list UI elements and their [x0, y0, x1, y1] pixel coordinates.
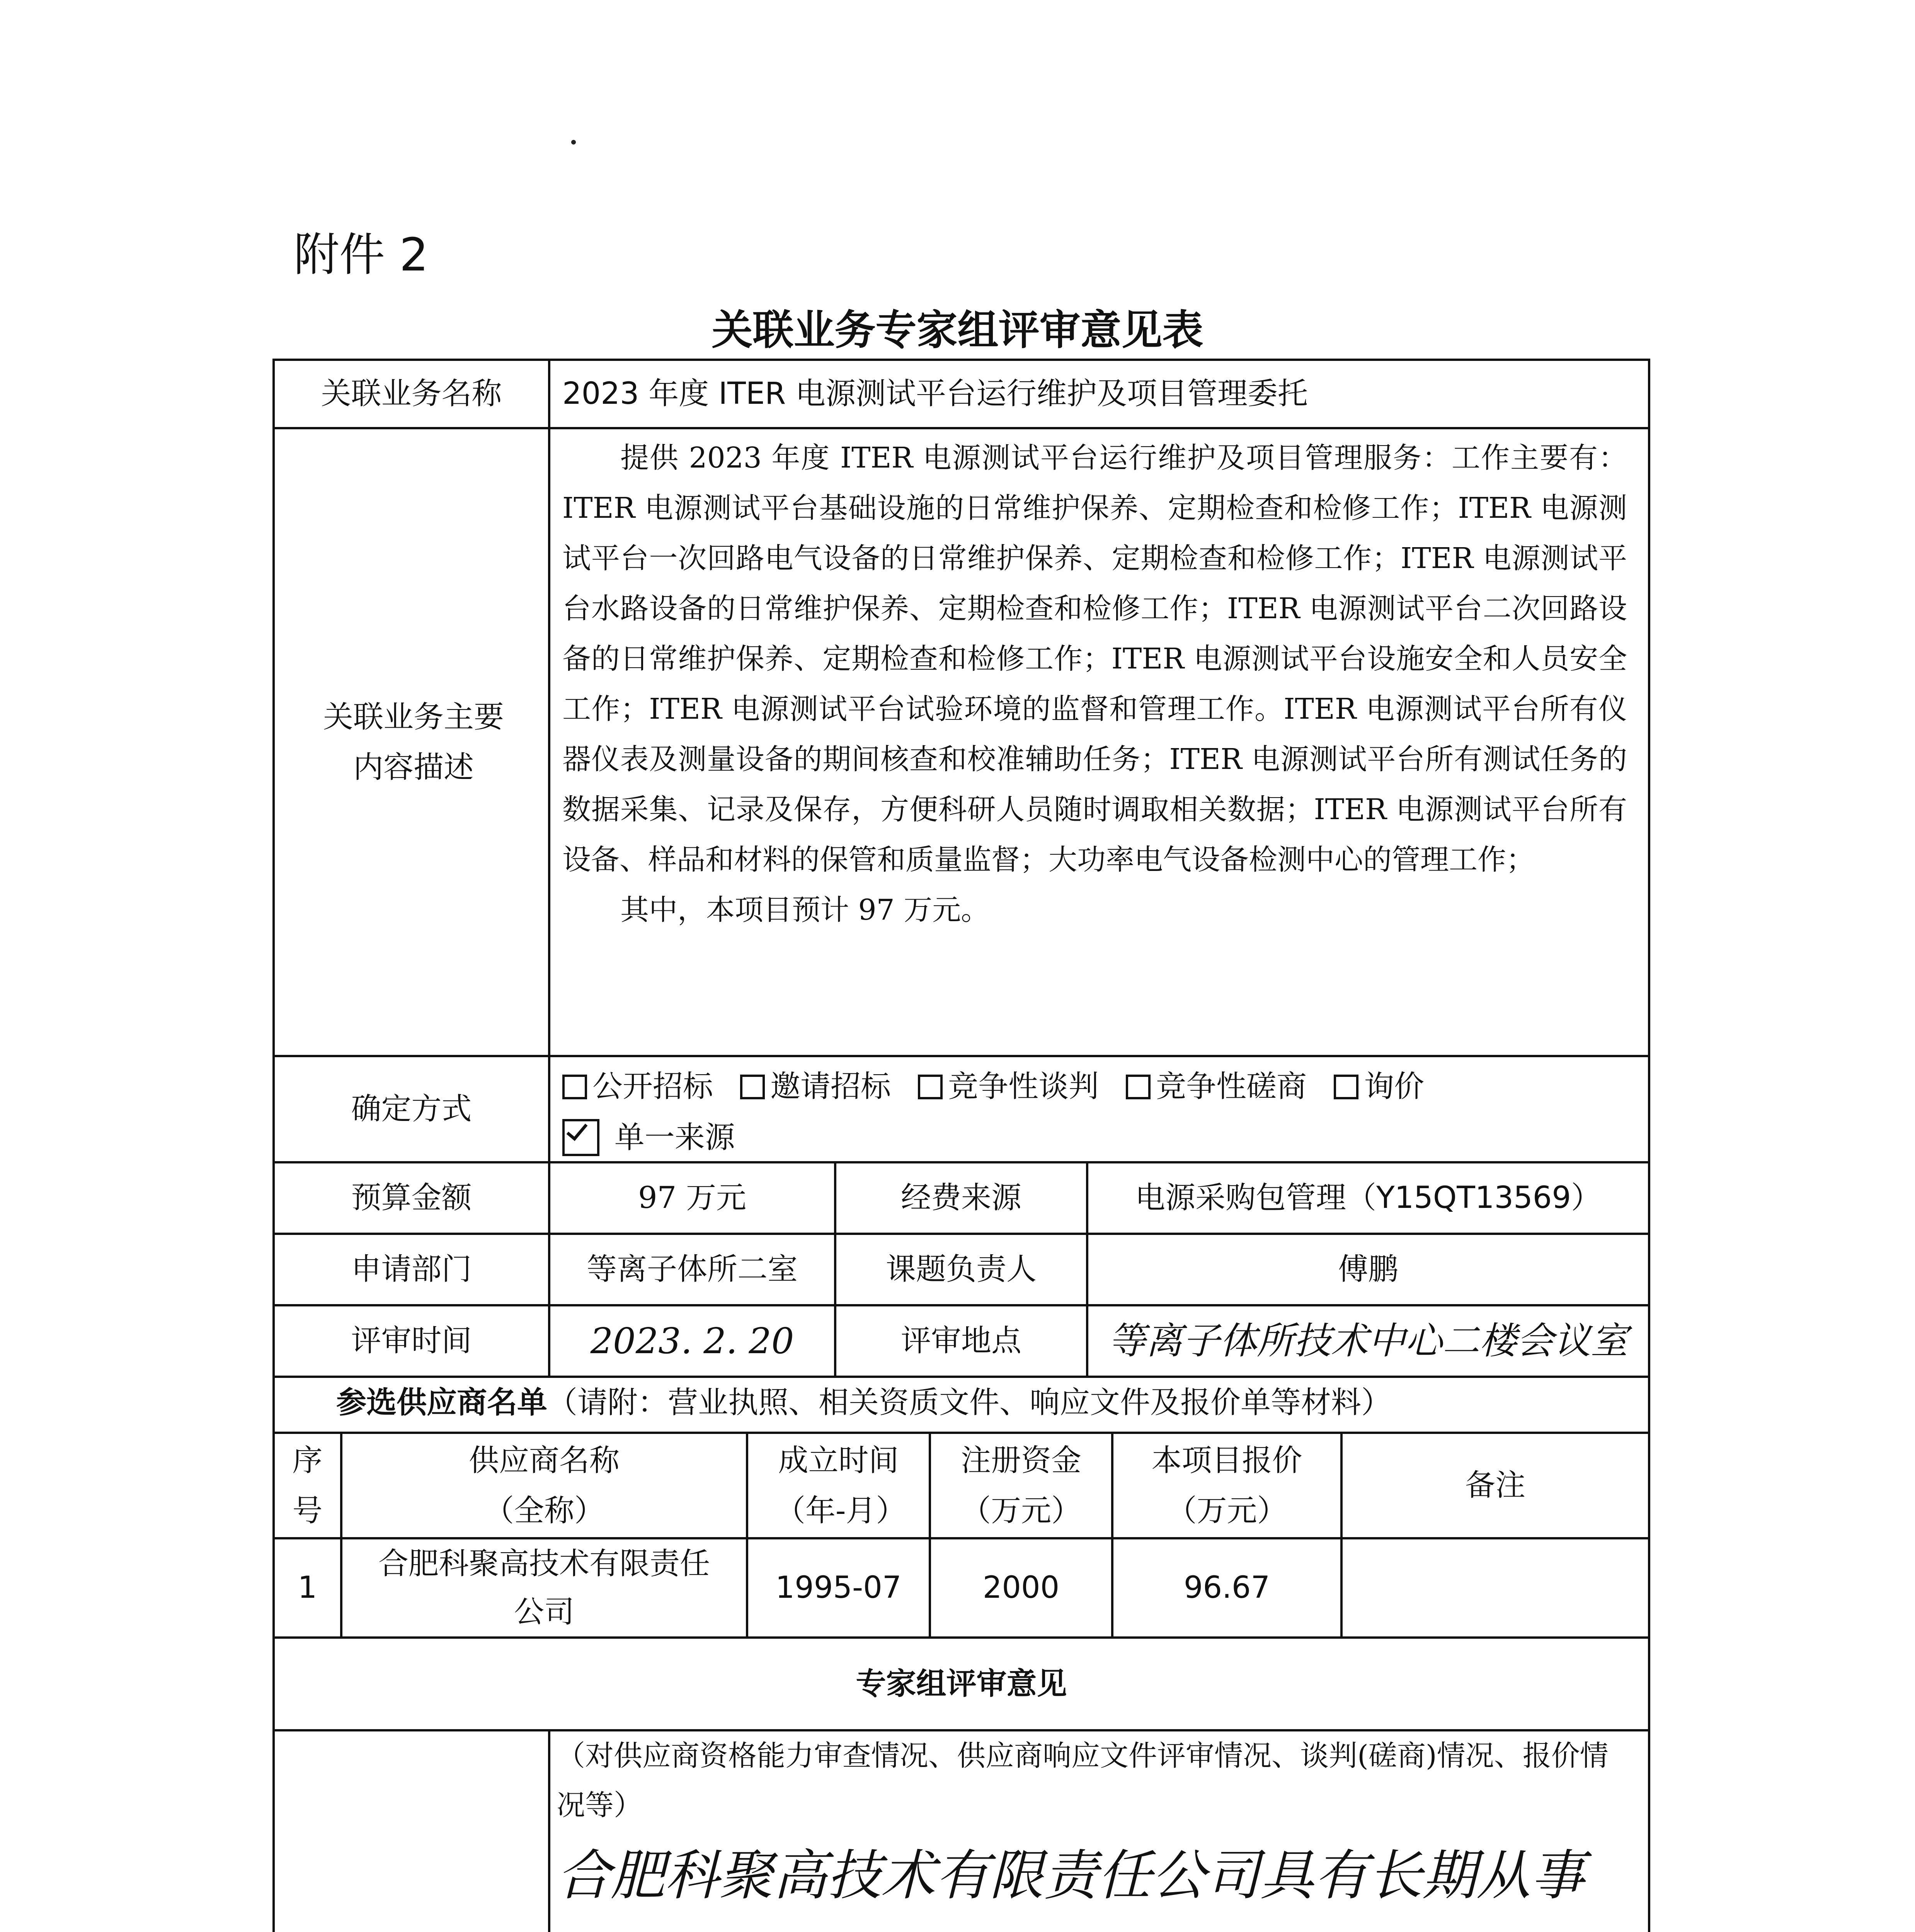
scan-speck	[571, 140, 576, 145]
method-options	[562, 1063, 1644, 1170]
review-time-value: 2023. 2. 20	[590, 1320, 794, 1362]
supplier-quote: 96.67	[1183, 1570, 1270, 1605]
description-summary: 其中，本项目预计 97 万元。	[620, 893, 990, 927]
supplier-note: （请附：营业执照、相关资质文件、响应文件及报价单等材料）	[547, 1385, 1392, 1420]
opinion-heading: 专家组评审意见	[856, 1666, 1067, 1701]
supplier-col-capital: 注册资金（万元）	[960, 1443, 1081, 1528]
supplier-col-name: 供应商名称（全称）	[468, 1443, 620, 1528]
supplier-col-founded: 成立时间（年-月）	[775, 1443, 906, 1528]
method-label: 确定方式	[351, 1092, 472, 1127]
leader-label: 课题负责人	[885, 1252, 1037, 1287]
method-option-inquiry[interactable]	[1334, 1063, 1424, 1111]
business-name-label: 关联业务名称	[321, 376, 502, 412]
description-label: 关联业务主要内容描述	[323, 699, 504, 785]
document-title: 关联业务专家组评审意见表	[712, 306, 1203, 354]
attachment-label: 附件 2	[294, 228, 429, 281]
supplier-founded: 1995-07	[775, 1570, 902, 1605]
table-border-right	[1648, 359, 1650, 1932]
method-option-competitive-negotiation[interactable]	[918, 1063, 1099, 1111]
dept-value: 等离子体所二室	[586, 1252, 798, 1287]
review-hint: （对供应商资格能力审查情况、供应商响应文件评审情况、谈判(磋商)情况、报价情况等）	[557, 1739, 1609, 1822]
description-paragraph: 提供 2023 年度 ITER 电源测试平台运行维护及项目管理服务：工作主要有：ITER 电源测试平台基础设施的日常维护保养、定期检查和检修工作；ITER 电源测试平台一次回路电气设备的日常维护保养、定期检查和检修工作；ITER 电源测试平台水路设备的日常维护保养、定期检查和检修工作；ITER 电源测试平台二次回路设备的日常维护保养、定期检查和检修工作；ITER 电源测试平台设施安全和人员安全工作；ITER 电源测试平台试验环境的监督和管理工作。ITER 电源测试平台所有仪器仪表及测量设备的期间核查和校准辅助任务；ITER 电源测试平台所有测试任务的数据采集、记录及保存，方便科研人员随时调取相关数据；ITER 电源测试平台所有设备、样品和材料的保管和质量监督；大功率电气设备检测中心的管理工作；	[562, 441, 1627, 876]
review-handwritten-text: 合肥科聚高技术有限责任公司具有长期从事	[557, 1844, 1585, 1907]
supplier-col-remark: 备注	[1465, 1468, 1525, 1503]
method-option-label: 公开招标	[592, 1069, 713, 1104]
supplier-heading: 参选供应商名单	[336, 1385, 548, 1420]
description-text	[562, 433, 1627, 935]
method-option-label: 竞争性谈判	[948, 1069, 1099, 1104]
method-option-single-source[interactable]	[562, 1114, 735, 1162]
supplier-col-seq: 序号	[292, 1443, 323, 1528]
method-option-invited-tender[interactable]	[740, 1063, 891, 1111]
review-record-label	[305, 1731, 522, 1932]
method-option-open-tender[interactable]	[562, 1063, 713, 1111]
budget-label: 预算金额	[351, 1180, 472, 1216]
method-option-label: 询价	[1364, 1069, 1425, 1104]
supplier-remark	[1343, 1539, 1648, 1636]
checkbox-icon	[740, 1075, 765, 1099]
method-option-label: 邀请招标	[770, 1069, 891, 1104]
checkbox-icon	[918, 1075, 943, 1099]
checkbox-icon	[1126, 1075, 1151, 1099]
supplier-seq: 1	[298, 1570, 317, 1605]
method-option-label: 单一来源	[614, 1120, 735, 1155]
method-option-label: 竞争性磋商	[1156, 1069, 1307, 1104]
fund-source-label: 经费来源	[900, 1180, 1021, 1216]
checkbox-checked-icon	[562, 1119, 599, 1156]
dept-label: 申请部门	[351, 1252, 472, 1287]
table-rule	[272, 1376, 1650, 1378]
supplier-name: 合肥科聚高技术有限责任公司	[378, 1546, 710, 1629]
review-time-label: 评审时间	[351, 1323, 472, 1359]
review-place-label: 评审地点	[900, 1323, 1021, 1359]
business-name-value: 2023 年度 ITER 电源测试平台运行维护及项目管理委托	[562, 376, 1308, 412]
checkbox-icon	[562, 1075, 587, 1099]
supplier-capital: 2000	[982, 1570, 1060, 1605]
budget-value: 97 万元	[638, 1180, 747, 1216]
fund-source-value: 电源采购包管理（Y15QT13569）	[1135, 1180, 1602, 1216]
checkbox-icon	[1334, 1075, 1358, 1099]
table-rule	[548, 1729, 550, 1932]
leader-value: 傅鹏	[1338, 1252, 1398, 1287]
review-place-value: 等离子体所技术中心二楼会议室	[1108, 1319, 1628, 1362]
supplier-heading-row	[336, 1379, 1646, 1426]
method-option-competitive-consultation[interactable]	[1126, 1063, 1307, 1111]
supplier-col-quote: 本项目报价（万元）	[1151, 1443, 1302, 1528]
